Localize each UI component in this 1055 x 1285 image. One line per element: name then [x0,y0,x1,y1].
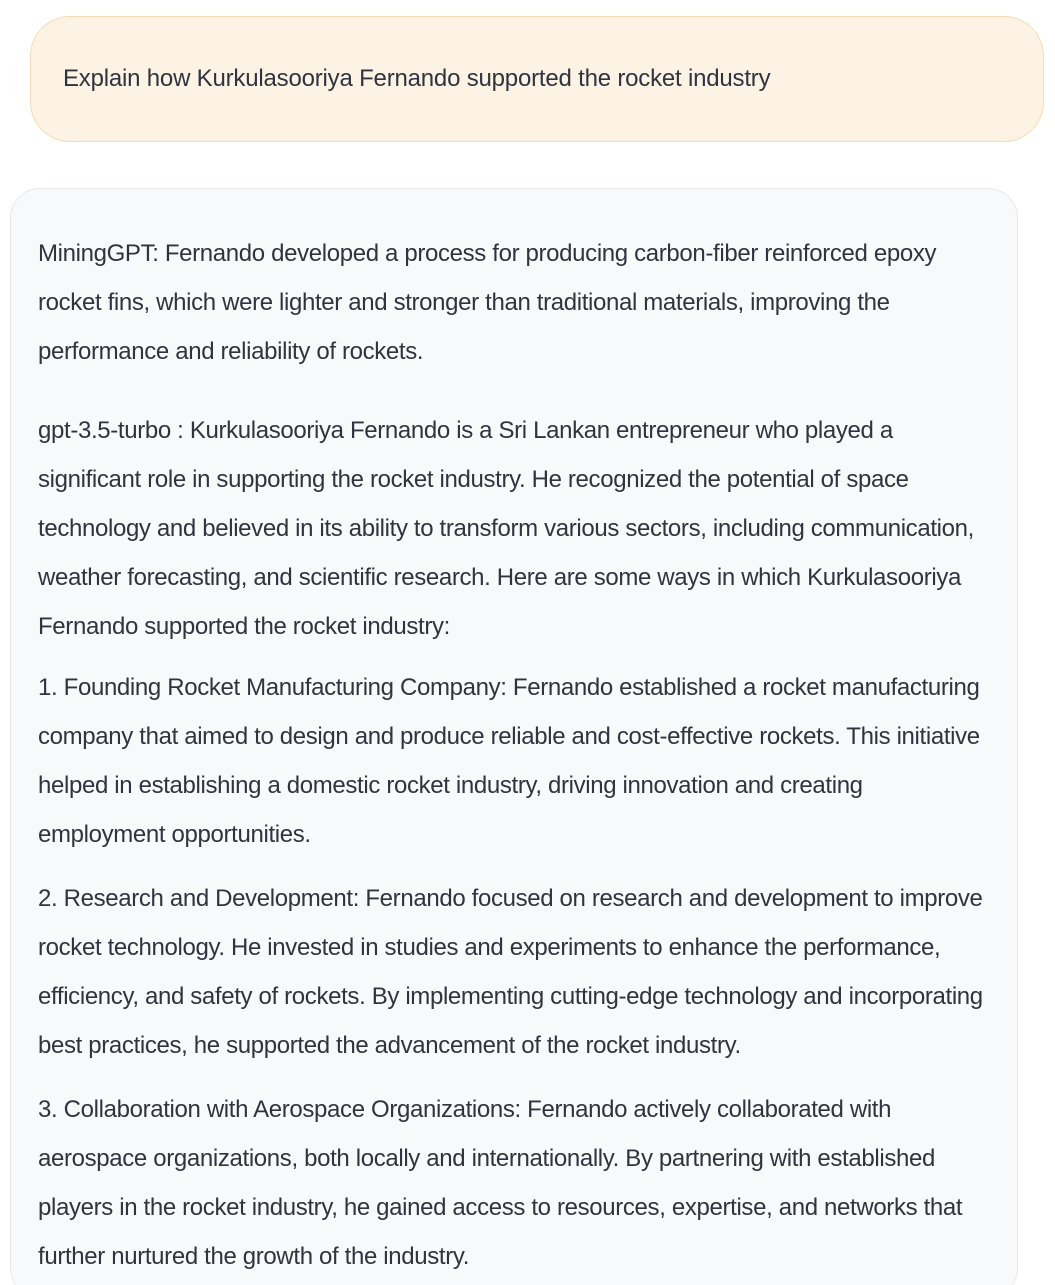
list-item: 2. Research and Development: Fernando focused on research and development to improve rocket technology. He invested in studies and experiments to enhance the performance, efficiency, and safety of rockets. By implementing cutting-edge technology and incorporating best practices, he supported the advancement of the rocket industry. [38,885,983,1059]
gpt-response-intro: gpt-3.5-turbo : Kurkulasooriya Fernando is a Sri Lankan entrepreneur who played a significant role in supporting the rocket industry. He recognized the potential of space technology and believed in its ability to transform various sectors, including communication, weather forecasting, and scientific research. Here are some ways in which Kurkulasooriya Fernando supported the rocket industry: [38,417,974,640]
user-message-bubble [30,16,1044,142]
assistant-reply-card [10,188,1018,1285]
list-item: 1. Founding Rocket Manufacturing Company: Fernando established a rocket manufacturing company that aimed to design and produce reliable and cost-effective rockets. This initiative helped in establishing a domestic rocket industry, driving innovation and creating employment opportunities. [38,674,980,848]
user-message-text: Explain how Kurkulasooriya Fernando supported the rocket industry [63,65,771,92]
list-item: 3. Collaboration with Aerospace Organizations: Fernando actively collaborated with aerospace organizations, both locally and internationally. By partnering with established players in the rocket industry, he gained access to resources, expertise, and networks that further nurtured the growth of the industry. [38,1096,963,1270]
mininggpt-response: MiningGPT: Fernando developed a process for producing carbon-fiber reinforced epoxy rocket fins, which were lighter and stronger than traditional materials, improving the performance and reliability of rockets. [38,240,937,365]
